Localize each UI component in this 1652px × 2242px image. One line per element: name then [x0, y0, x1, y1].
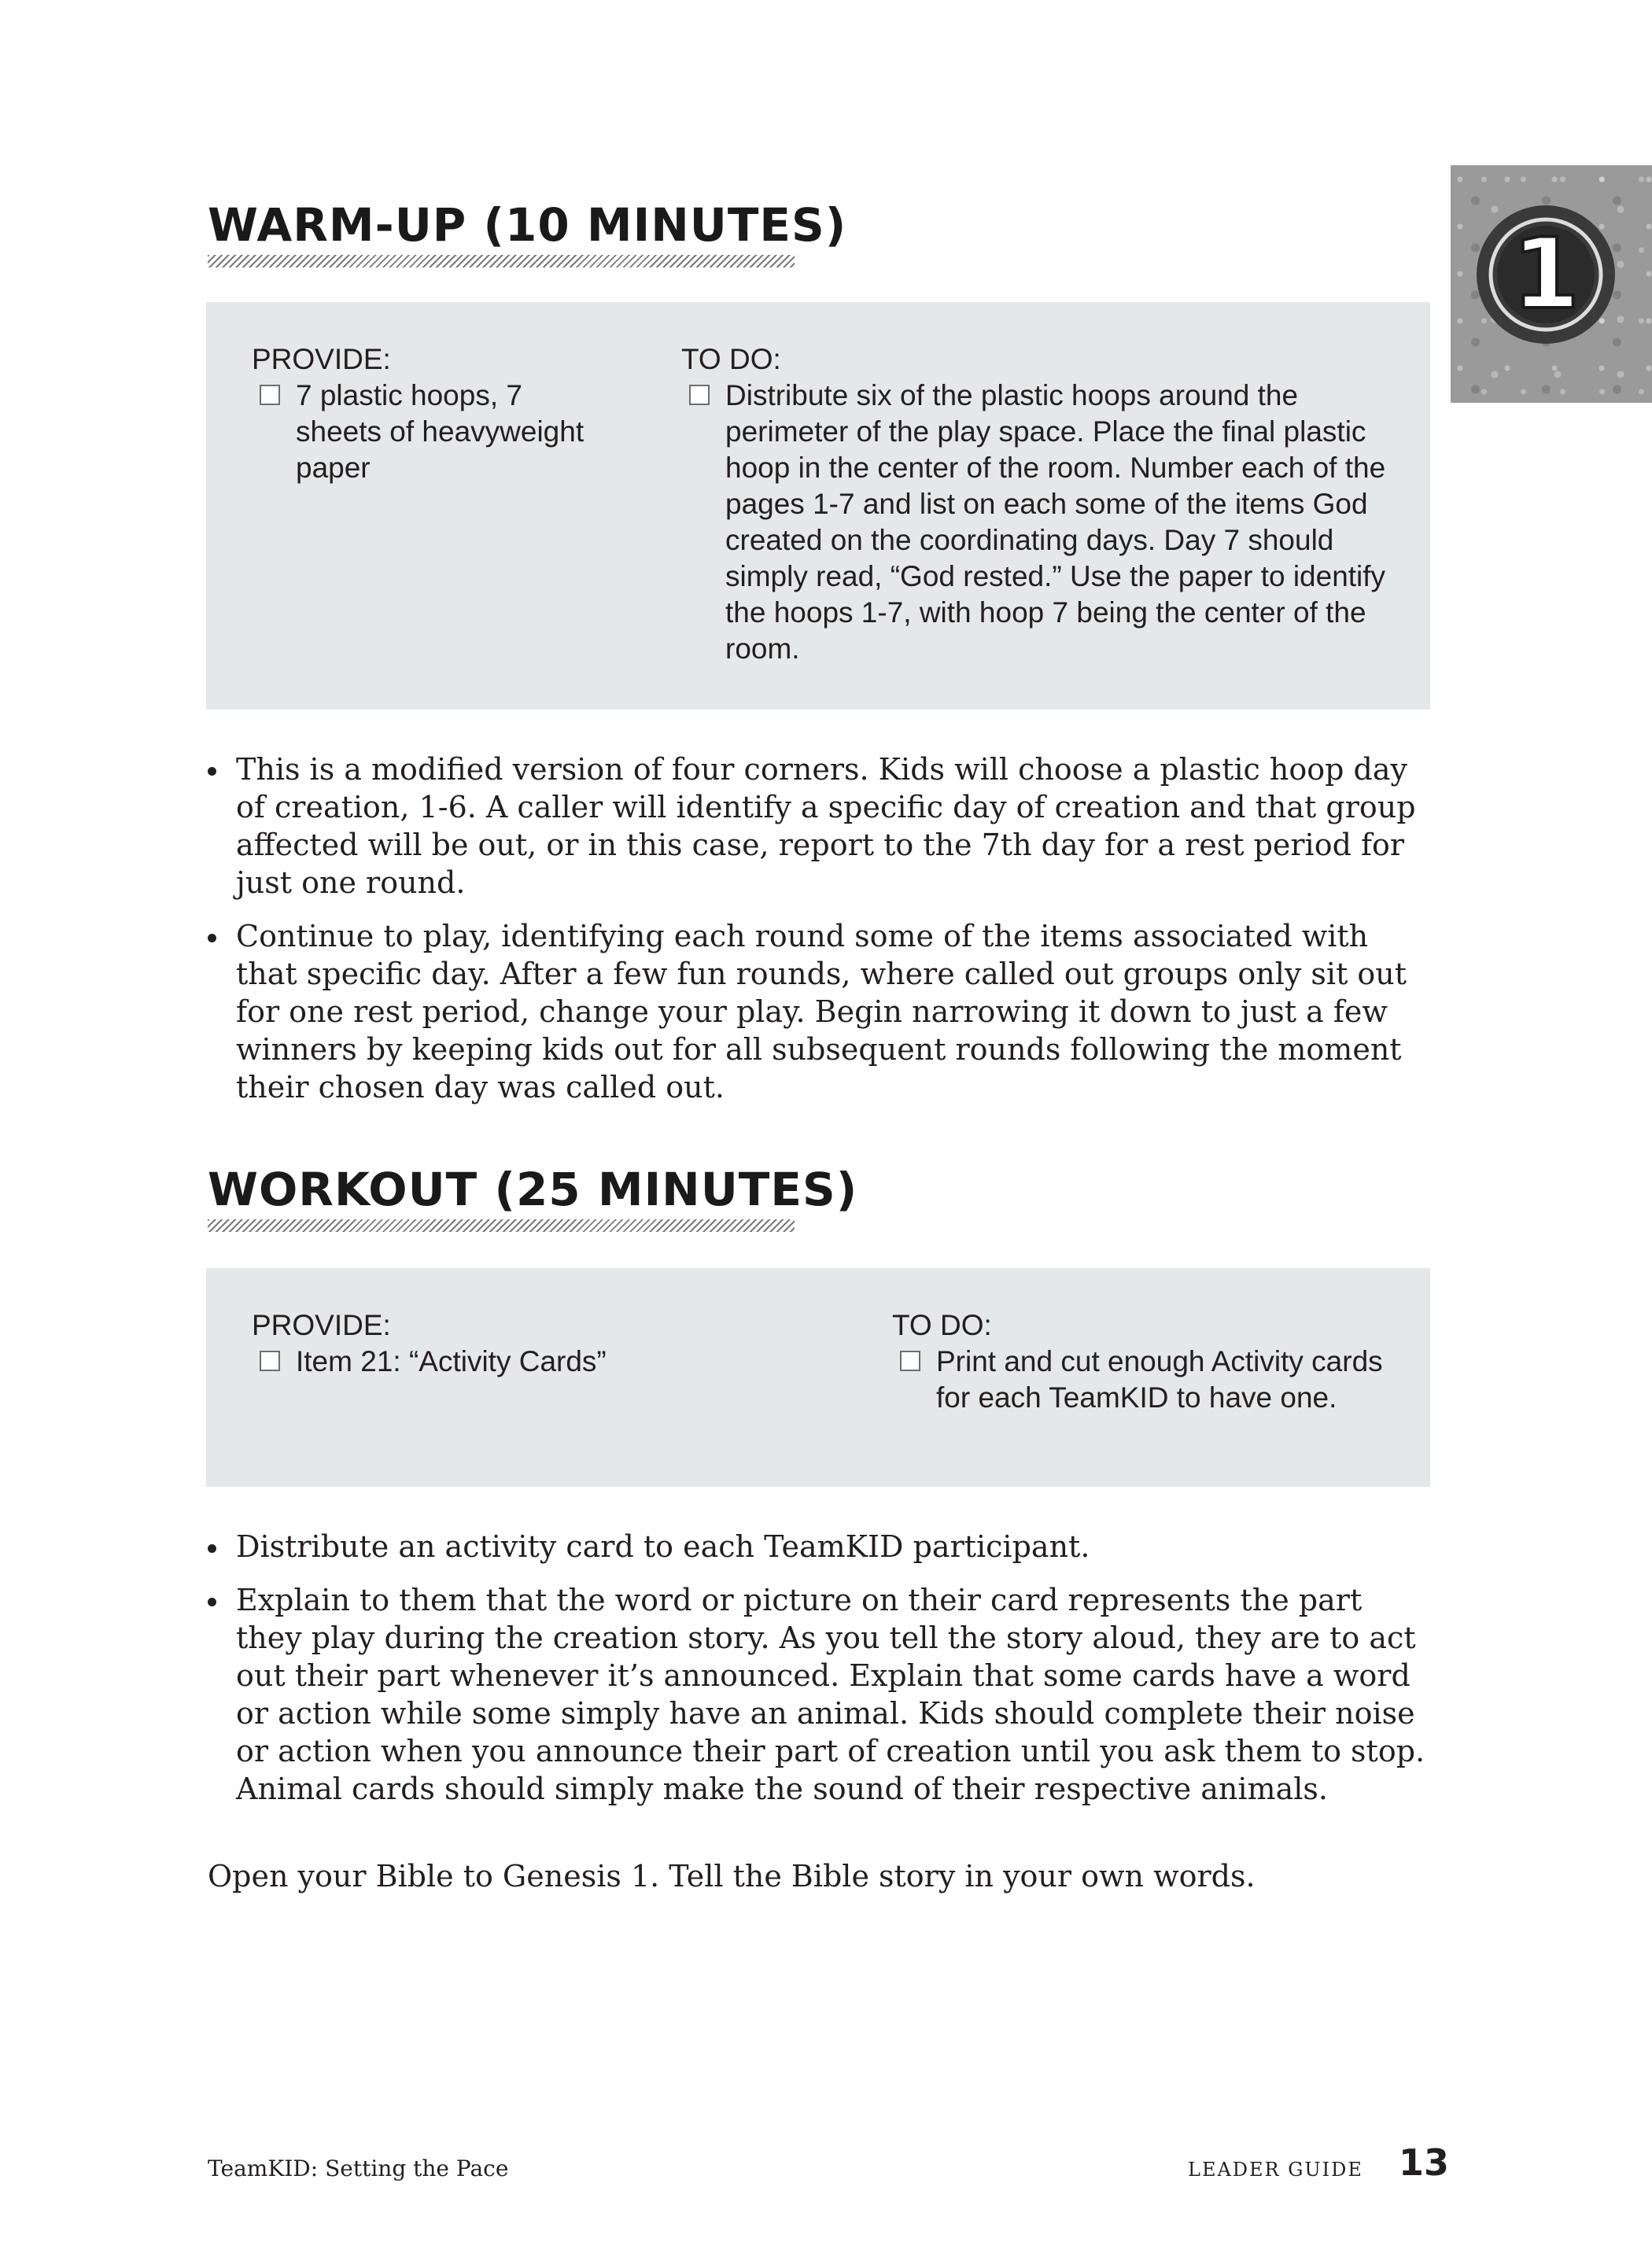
workout-title-underline — [208, 1219, 795, 1232]
warmup-provide-label: PROVIDE: — [252, 343, 391, 375]
list-item: This is a modified version of four corners. Kids will choose a plastic hoop day of creation, 1-6. A caller will identify a specific day of creation and that group affected will be out, or in this case, report to the 7th day for a rest period for just one round. — [206, 750, 1433, 902]
checkbox-icon[interactable] — [260, 1351, 280, 1371]
warmup-todo-text: Distribute six of the plastic hoops around the perimeter of the play space. Place the final plastic hoop in the center of the room. Number each of the pages 1-7 and list on each some of the items God created on the coordinating days. Day 7 should simply read, “God rested.” Use the paper to identify the hoops 1-7, with hoop 7 being the center of the room. — [725, 379, 1386, 665]
checkbox-icon[interactable] — [689, 385, 710, 405]
warmup-title: WARM-UP (10 MINUTES) — [208, 198, 847, 252]
warmup-provide-item — [252, 378, 614, 486]
workout-todo-column — [892, 1307, 1396, 1416]
workout-todo-label: TO DO: — [892, 1309, 992, 1341]
workout-provide-text: Item 21: “Activity Cards” — [296, 1345, 607, 1377]
workout-provide-label: PROVIDE: — [252, 1309, 391, 1341]
warmup-provide-column — [252, 341, 614, 486]
list-item: Continue to play, identifying each round some of the items associated with that specific day. After a few fun rounds, where called out groups only sit out for one rest period, change your play. Begin narrowing it down to just a few winners by keeping kids out for all subsequent rounds following the moment their chosen day was called out. — [206, 917, 1433, 1106]
chapter-tab — [1451, 165, 1652, 403]
warmup-title-underline — [208, 255, 795, 267]
checkbox-icon[interactable] — [260, 385, 280, 405]
workout-instructions — [206, 1528, 1433, 1823]
closing-text: Open your Bible to Genesis 1. Tell the Bible story in your own words. — [208, 1859, 1256, 1894]
page-number: 13 — [1399, 2141, 1450, 2184]
chapter-number: 1 — [1511, 218, 1580, 331]
checkbox-icon[interactable] — [900, 1351, 920, 1371]
workout-provide-item — [252, 1344, 818, 1380]
workout-todo-item — [892, 1344, 1396, 1416]
workout-materials-box — [206, 1268, 1430, 1487]
warmup-todo-item — [681, 378, 1405, 667]
list-item: Explain to them that the word or picture on their card represents the part they play during the creation story. As you tell the story aloud, they are to act out their part whenever it’s announced. Explain that some cards have a word or action while some simply have an animal. Kids should complete their noise or action when you announce their part of creation until you ask them to stop. Animal cards should simply make the sound of their respective animals. — [206, 1581, 1433, 1808]
list-item: Distribute an activity card to each TeamKID participant. — [206, 1528, 1433, 1565]
chapter-number-badge — [1471, 200, 1621, 349]
warmup-instructions — [206, 750, 1433, 1122]
warmup-todo-column — [681, 341, 1405, 667]
workout-provide-column — [252, 1307, 818, 1380]
warmup-todo-label: TO DO: — [681, 343, 781, 375]
footer-guide-label: LEADER GUIDE — [1188, 2159, 1363, 2181]
warmup-materials-box — [206, 302, 1430, 710]
workout-todo-text: Print and cut enough Activity cards for each TeamKID to have one. — [936, 1345, 1383, 1414]
warmup-provide-text: 7 plastic hoops, 7 sheets of heavyweight paper — [296, 379, 584, 484]
workout-title: WORKOUT (25 MINUTES) — [208, 1163, 858, 1216]
footer-title: TeamKID: Setting the Pace — [208, 2155, 509, 2181]
